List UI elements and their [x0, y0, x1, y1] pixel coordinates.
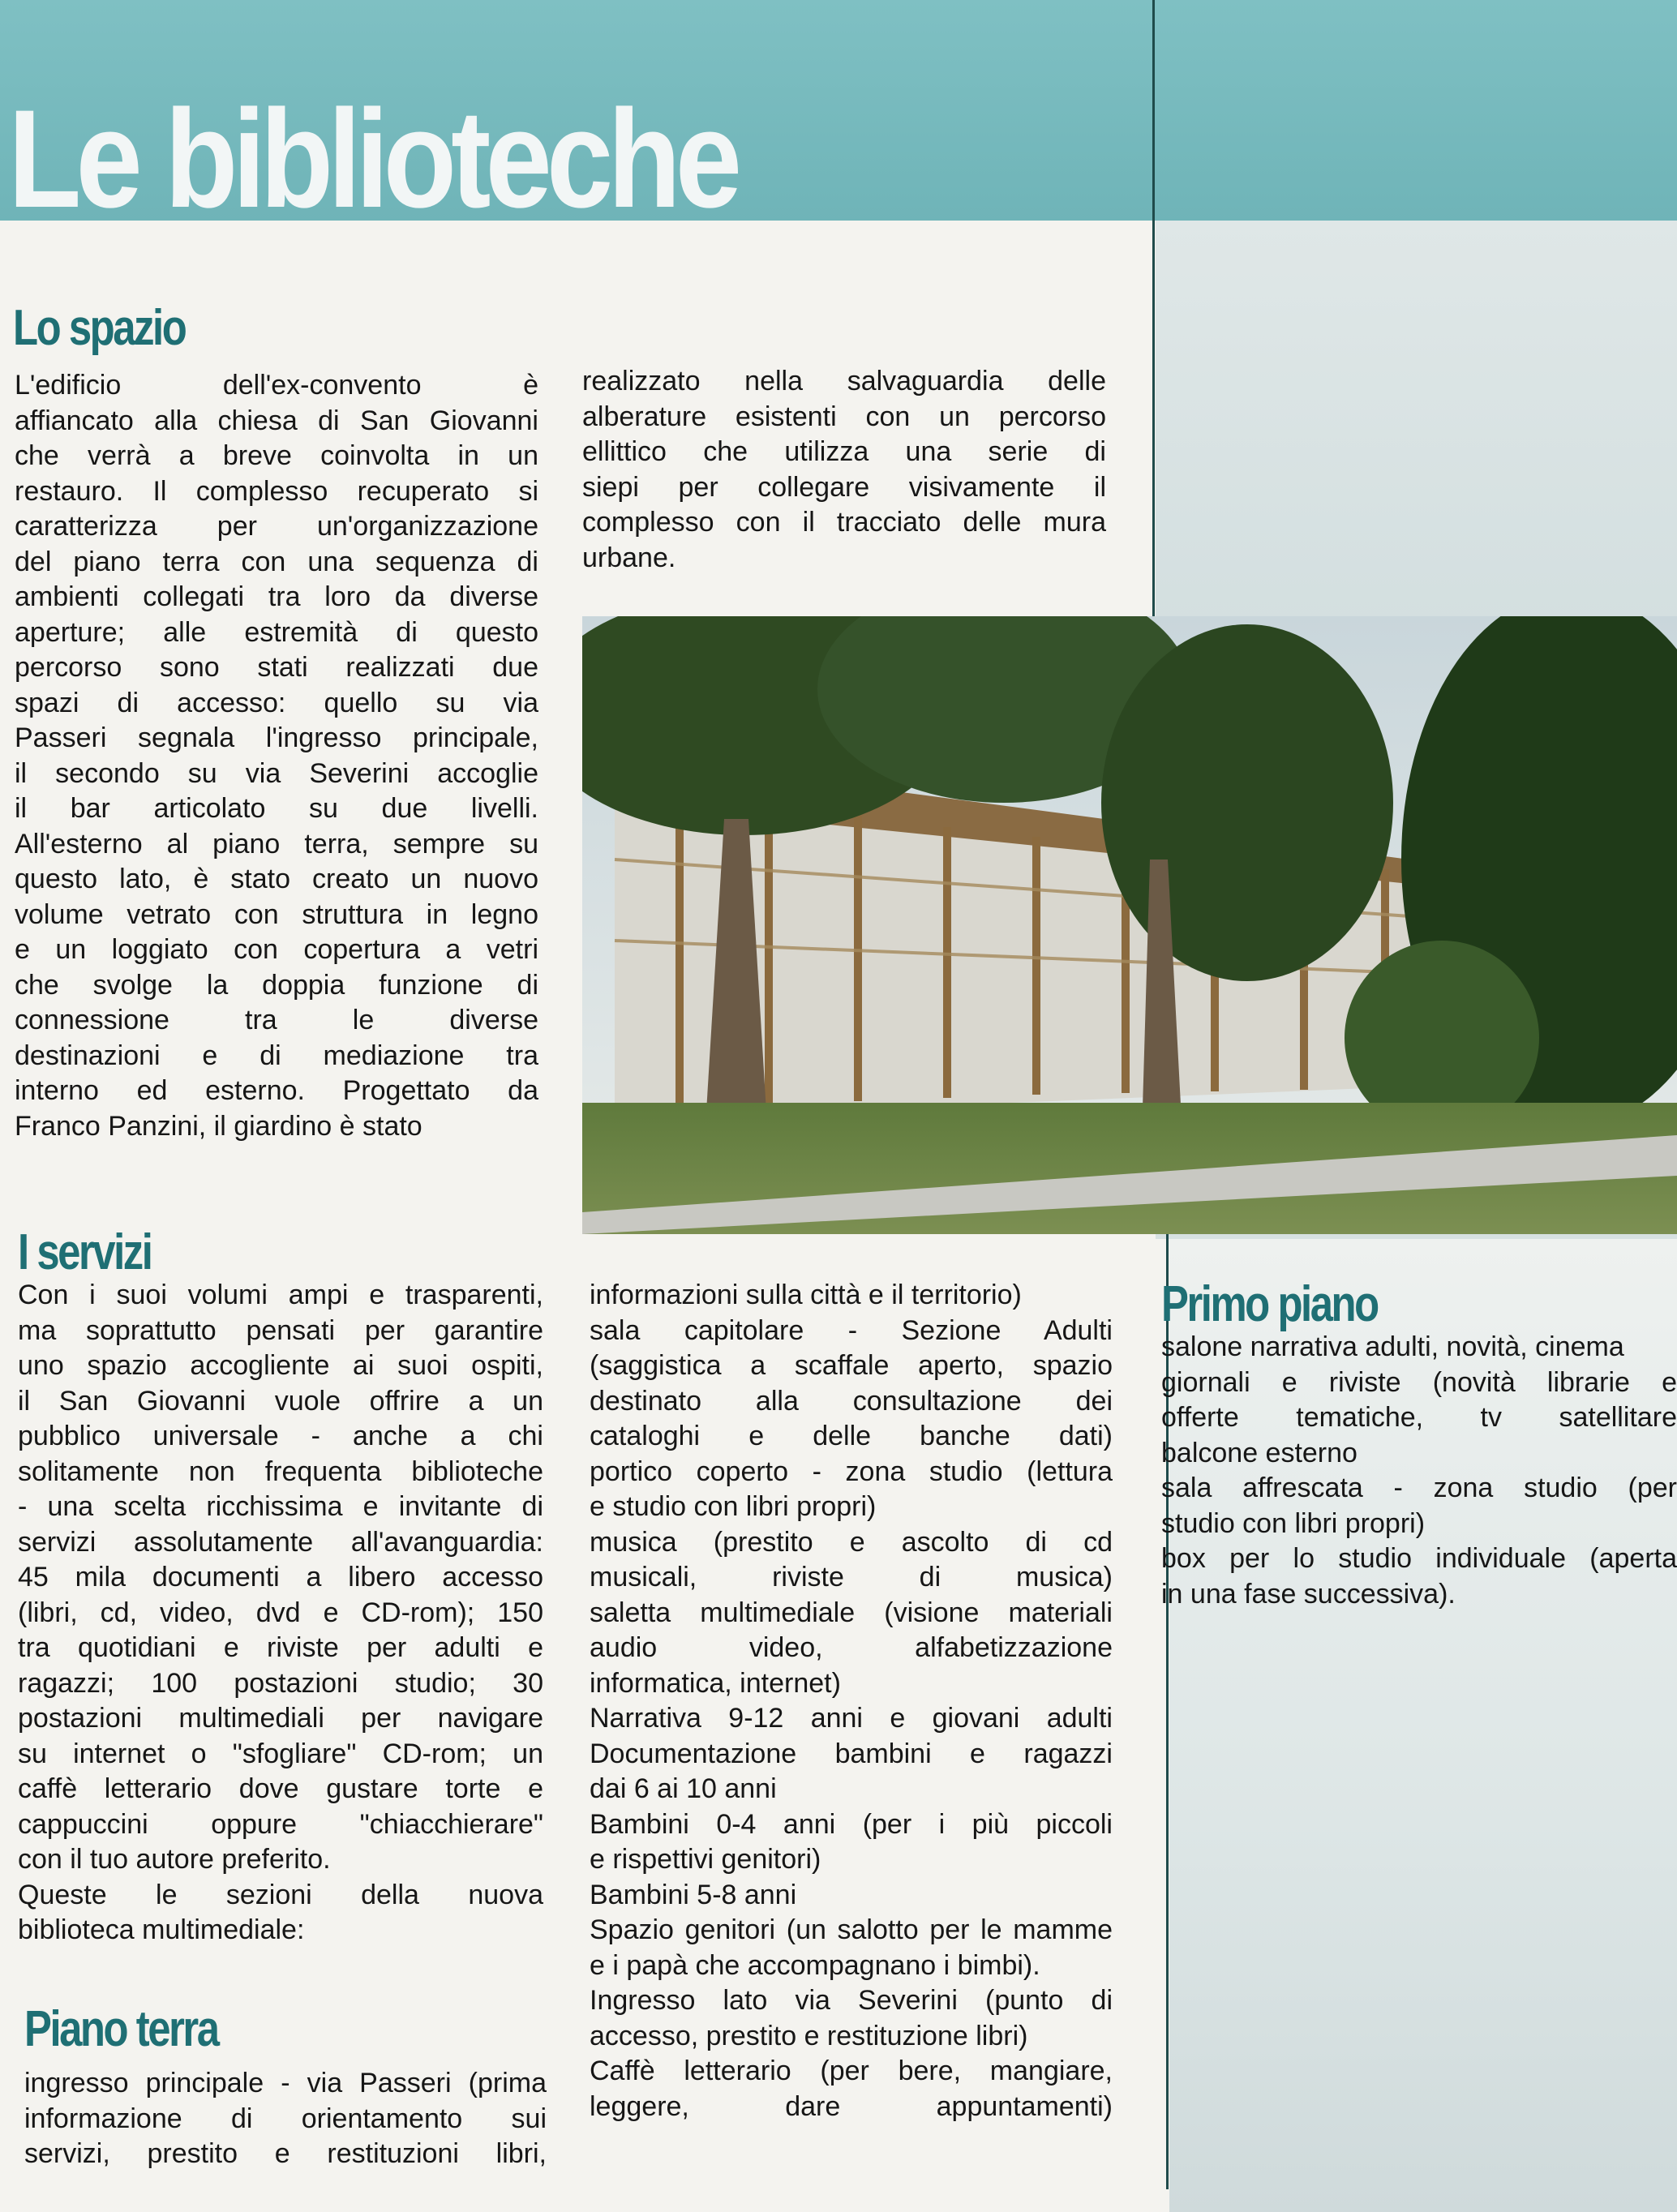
text-line: e un loggiato con copertura a vetri: [15, 934, 538, 965]
text-line: giornali e riviste (novità librarie e: [1161, 1366, 1677, 1398]
text-line: che svolge la doppia funzione di: [15, 969, 538, 1001]
heading-lo-spazio: Lo spazio: [13, 300, 186, 356]
text-line: connessione tra le diverse: [15, 1005, 538, 1035]
text-line: balcone esterno: [1161, 1437, 1357, 1468]
text-line: (saggistica a scaffale aperto, spazio: [590, 1350, 1113, 1381]
text-line: Narrativa 9-12 anni e giovani adulti: [590, 1703, 1113, 1734]
text-line: caratterizza per un'organizzazione: [15, 511, 538, 542]
text-line: ambienti collegati tra loro da diverse: [15, 581, 538, 612]
text-line: e rispettivi genitori): [590, 1844, 821, 1875]
text-line: 45 mila documenti a libero accesso: [18, 1562, 543, 1593]
text-line: sala affrescata - zona studio (per: [1161, 1473, 1677, 1503]
text-line: pubblico universale - anche a chi: [18, 1421, 543, 1451]
text-line: leggere, dare appuntamenti): [590, 2090, 1113, 2122]
text-line: il secondo su via Severini accoglie: [15, 757, 538, 789]
text-line: salone narrativa adulti, novità, cinema: [1161, 1331, 1624, 1362]
text-line: interno ed esterno. Progettato da: [15, 1075, 538, 1106]
text-line: musica (prestito e ascolto di cd: [590, 1526, 1113, 1558]
text-line: informatica, internet): [590, 1667, 841, 1699]
text-line: biblioteca multimediale:: [18, 1914, 305, 1945]
text-line: Passeri segnala l'ingresso principale,: [15, 722, 538, 753]
text-line: audio video, alfabetizzazione: [590, 1632, 1113, 1663]
text-line: musicali, riviste di musica): [590, 1562, 1113, 1593]
text-line: studio con libri propri): [1161, 1507, 1426, 1539]
text-line: informazioni sulla città e il territorio): [590, 1280, 1022, 1310]
text-line: che verrà a breve coinvolta in un: [15, 440, 538, 471]
text-line: Bambini 5-8 anni: [590, 1879, 797, 1910]
text-line: L'edificio dell'ex-convento è: [15, 370, 538, 401]
text-line: destinazioni e di mediazione tra: [15, 1040, 538, 1071]
text-line: Caffè letterario (per bere, mangiare,: [590, 2056, 1113, 2086]
text-line: tra quotidiani e riviste per adulti e: [18, 1632, 543, 1663]
text-line: offerte tematiche, tv satellitare: [1161, 1402, 1677, 1433]
piano-terra-column-1: [24, 2066, 547, 2172]
text-line: in una fase successiva).: [1161, 1578, 1456, 1610]
primo-piano-column-3: [1161, 1330, 1677, 1612]
text-line: realizzato nella salvaguardia delle: [582, 366, 1106, 397]
page-title: Le biblioteche: [8, 81, 737, 237]
text-line: il bar articolato su due livelli.: [15, 793, 538, 824]
lo-spazio-column-2: [582, 364, 1106, 576]
text-line: Queste le sezioni della nuova: [18, 1879, 543, 1910]
text-line: saletta multimediale (visione materiali: [590, 1597, 1113, 1628]
text-line: ma soprattutto pensati per garantire: [18, 1314, 543, 1346]
text-line: (libri, cd, video, dvd e CD-rom); 150: [18, 1597, 543, 1628]
text-line: del piano terra con una sequenza di: [15, 546, 538, 577]
text-line: aperture; alle estremità di questo: [15, 616, 538, 648]
photo-illustration: [582, 616, 1677, 1234]
text-line: box per lo studio individuale (aperta: [1161, 1543, 1677, 1574]
text-line: Franco Panzini, il giardino è stato: [15, 1110, 422, 1142]
text-line: caffè letterario dove gustare torte e: [18, 1773, 543, 1804]
text-line: cappuccini oppure "chiacchierare": [18, 1808, 543, 1840]
text-line: accesso, prestito e restituzione libri): [590, 2020, 1028, 2051]
text-line: il San Giovanni vuole offrire a un: [18, 1385, 543, 1417]
text-line: questo lato, è stato creato un nuovo: [15, 864, 538, 894]
text-line: ragazzi; 100 postazioni studio; 30: [18, 1667, 543, 1699]
text-line: informazione di orientamento sui: [24, 2103, 547, 2134]
text-line: destinato alla consultazione dei: [590, 1385, 1113, 1417]
text-line: siepi per collegare visivamente il: [582, 471, 1106, 503]
text-line: servizi assolutamente all'avanguardia:: [18, 1526, 543, 1558]
text-line: alberature esistenti con un percorso: [582, 401, 1106, 432]
text-line: solitamente non frequenta biblioteche: [18, 1455, 543, 1487]
text-line: spazi di accesso: quello su via: [15, 687, 538, 718]
text-line: portico coperto - zona studio (lettura: [590, 1455, 1113, 1487]
piano-terra-column-2: [590, 1278, 1113, 2124]
text-line: ingresso principale - via Passeri (prima: [24, 2068, 547, 2098]
text-line: uno spazio accogliente ai suoi ospiti,: [18, 1350, 543, 1381]
text-line: sala capitolare - Sezione Adulti: [590, 1314, 1113, 1346]
heading-primo-piano: Primo piano: [1161, 1276, 1378, 1332]
text-line: All'esterno al piano terra, sempre su: [15, 828, 538, 860]
text-line: restauro. Il complesso recuperato si: [15, 475, 538, 507]
text-line: postazioni multimediali per navigare: [18, 1703, 543, 1734]
text-line: servizi, prestito e restituzioni libri,: [24, 2138, 547, 2169]
text-line: Con i suoi volumi ampi e trasparenti,: [18, 1280, 543, 1310]
text-line: complesso con il tracciato delle mura: [582, 507, 1106, 538]
text-line: Spazio genitori (un salotto per le mamme: [590, 1914, 1113, 1945]
text-line: - una scelta ricchissima e invitante di: [18, 1491, 543, 1522]
text-line: Bambini 0-4 anni (per i più piccoli: [590, 1808, 1113, 1840]
text-line: su internet o "sfogliare" CD-rom; un: [18, 1738, 543, 1769]
i-servizi-column-1: [18, 1278, 543, 1948]
text-line: cataloghi e delle banche dati): [590, 1421, 1113, 1451]
text-line: urbane.: [582, 542, 676, 573]
text-line: ellittico che utilizza una serie di: [582, 436, 1106, 467]
heading-piano-terra: Piano terra: [24, 2001, 218, 2057]
text-line: Documentazione bambini e ragazzi: [590, 1738, 1113, 1769]
text-line: con il tuo autore preferito.: [18, 1844, 331, 1875]
text-line: dai 6 ai 10 anni: [590, 1773, 777, 1804]
text-line: volume vetrato con struttura in legno: [15, 898, 538, 930]
text-line: affiancato alla chiesa di San Giovanni: [15, 405, 538, 436]
text-line: e studio con libri propri): [590, 1491, 877, 1522]
text-line: Ingresso lato via Severini (punto di: [590, 1985, 1113, 2016]
column-rule-upper: [1152, 0, 1155, 616]
heading-i-servizi: I servizi: [18, 1224, 152, 1280]
text-line: e i papà che accompagnano i bimbi).: [590, 1949, 1040, 1981]
text-line: percorso sono stati realizzati due: [15, 652, 538, 683]
lo-spazio-column-1: [15, 368, 538, 1144]
building-photo: [582, 616, 1677, 1234]
